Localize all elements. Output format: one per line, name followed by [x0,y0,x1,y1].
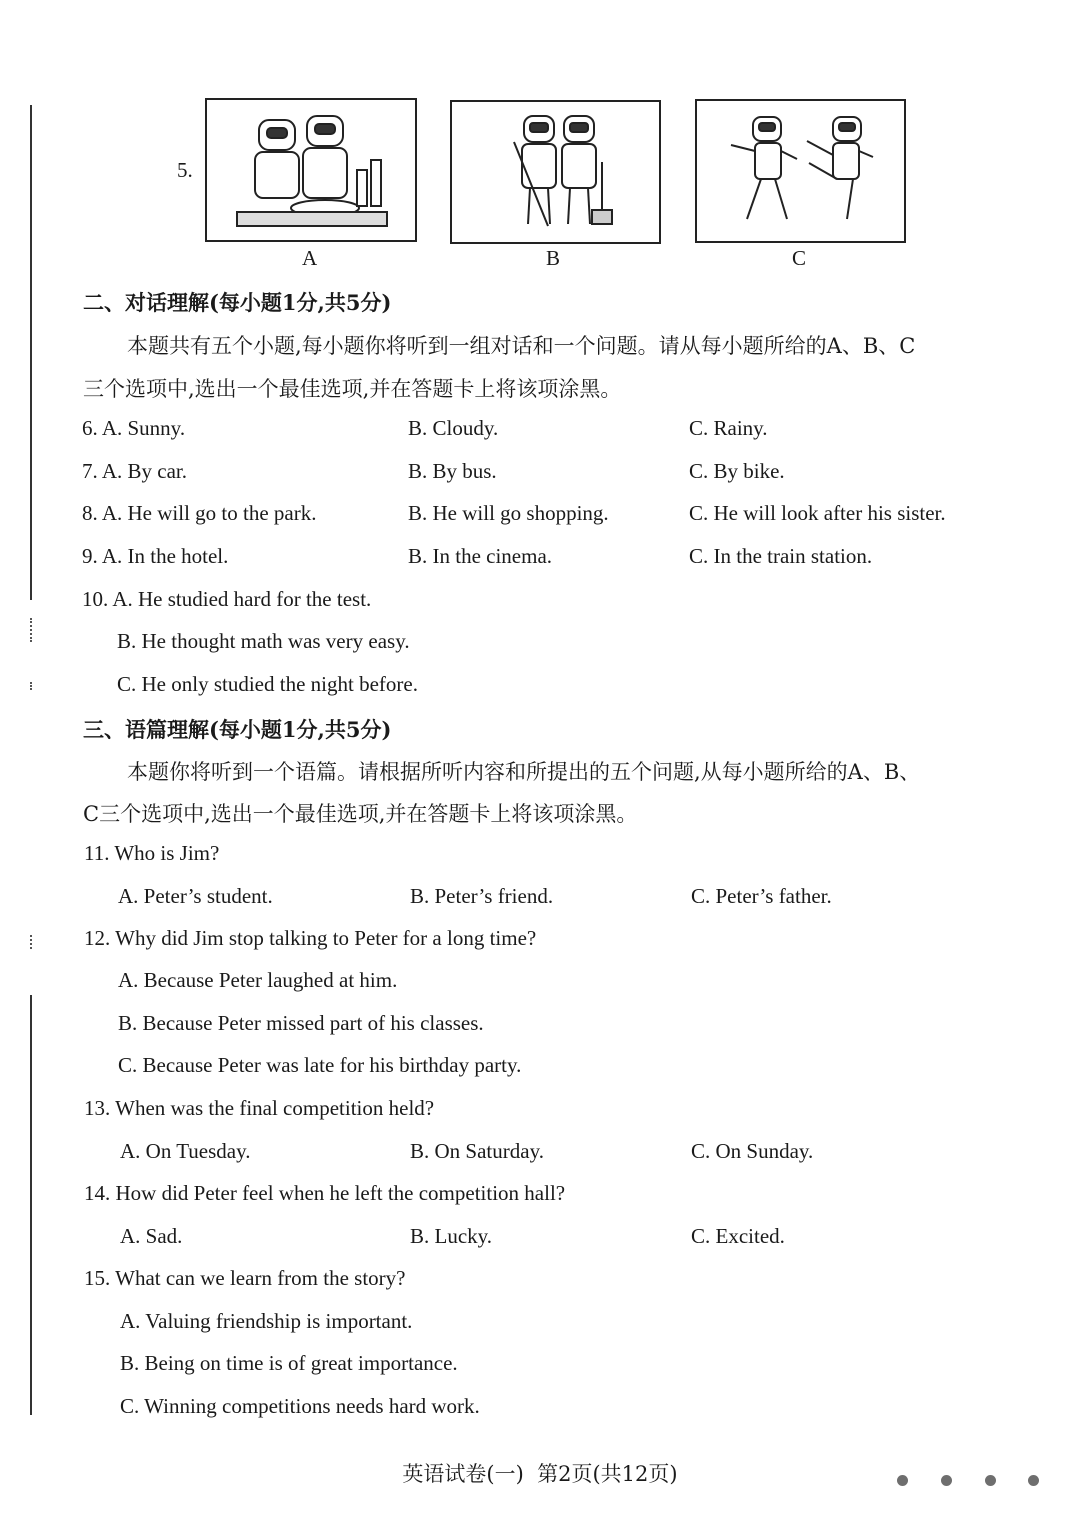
q8-option-a[interactable]: 8. A. He will go to the park. [82,501,317,525]
q7-option-c[interactable]: C. By bike. [689,459,785,483]
q5-label-a: A [302,246,318,270]
q14-option-a[interactable]: A. Sad. [120,1224,183,1248]
margin-dash-3 [30,935,34,949]
page-dot-2 [941,1475,952,1486]
q5-picture-c[interactable] [695,99,906,243]
q7-option-a[interactable]: 7. A. By car. [82,459,187,483]
robots-cooking-icon [207,100,415,240]
q12-option-a[interactable]: A. Because Peter laughed at him. [118,968,398,992]
page-dot-3 [985,1475,996,1486]
q14-stem: 14. How did Peter feel when he left the competition hall? [84,1181,566,1205]
q7-option-b[interactable]: B. By bus. [408,459,497,483]
q15-stem: 15. What can we learn from the story? [84,1266,406,1290]
margin-dash-2 [30,682,34,690]
q14-option-c[interactable]: C. Excited. [691,1224,785,1248]
section2-heading: 二、对话理解(每小题1分,共5分) [83,290,392,315]
section3-instruction-line2: C三个选项中,选出一个最佳选项,并在答题卡上将该项涂黑。 [83,802,638,826]
section2-instruction-line1: 本题共有五个小题,每小题你将听到一组对话和一个问题。请从每小题所给的A、B、C [127,334,916,358]
q11-option-b[interactable]: B. Peter’s friend. [410,884,554,908]
q13-stem: 13. When was the final competition held? [84,1096,435,1120]
robots-sweeping-icon [452,102,659,242]
page-footer: 英语试卷(一) 第2页(共12页) [402,1462,678,1486]
margin-dash-1 [30,618,34,642]
page-dot-1 [897,1475,908,1486]
q12-stem: 12. Why did Jim stop talking to Peter for a long time? [84,926,537,950]
q15-option-b[interactable]: B. Being on time is of great importance. [120,1351,458,1375]
q11-option-c[interactable]: C. Peter’s father. [691,884,832,908]
q9-option-c[interactable]: C. In the train station. [689,544,873,568]
q14-option-b[interactable]: B. Lucky. [410,1224,493,1248]
q9-option-b[interactable]: B. In the cinema. [408,544,553,568]
q9-option-a[interactable]: 9. A. In the hotel. [82,544,229,568]
margin-line-top [30,105,32,600]
q5-picture-b[interactable] [450,100,661,244]
section2-instruction-line2: 三个选项中,选出一个最佳选项,并在答题卡上将该项涂黑。 [83,377,622,401]
q6-option-c[interactable]: C. Rainy. [689,416,768,440]
q5-label-c: C [792,246,807,270]
section3-instruction-line1: 本题你将听到一个语篇。请根据所听内容和所提出的五个问题,从每小题所给的A、B、 [127,760,921,784]
q12-option-c[interactable]: C. Because Peter was late for his birthday party. [118,1053,522,1077]
q5-label-b: B [546,246,561,270]
q6-option-b[interactable]: B. Cloudy. [408,416,499,440]
q6-option-a[interactable]: 6. A. Sunny. [82,416,186,440]
page-dot-4 [1028,1475,1039,1486]
q11-option-a[interactable]: A. Peter’s student. [118,884,273,908]
q5-number: 5. [177,158,193,182]
q13-option-c[interactable]: C. On Sunday. [691,1139,814,1163]
q13-option-a[interactable]: A. On Tuesday. [120,1139,251,1163]
margin-line-bottom [30,995,32,1415]
robots-kungfu-icon [697,101,904,241]
q15-option-c[interactable]: C. Winning competitions needs hard work. [120,1394,480,1418]
q15-option-a[interactable]: A. Valuing friendship is important. [120,1309,413,1333]
q10-option-a[interactable]: 10. A. He studied hard for the test. [82,587,372,611]
q5-picture-a[interactable] [205,98,417,242]
q13-option-b[interactable]: B. On Saturday. [410,1139,544,1163]
q12-option-b[interactable]: B. Because Peter missed part of his classes. [118,1011,484,1035]
q10-option-b[interactable]: B. He thought math was very easy. [117,629,410,653]
q8-option-b[interactable]: B. He will go shopping. [408,501,609,525]
q11-stem: 11. Who is Jim? [84,841,220,865]
section3-heading: 三、语篇理解(每小题1分,共5分) [83,717,392,742]
q10-option-c[interactable]: C. He only studied the night before. [117,672,418,696]
q8-option-c[interactable]: C. He will look after his sister. [689,501,946,525]
